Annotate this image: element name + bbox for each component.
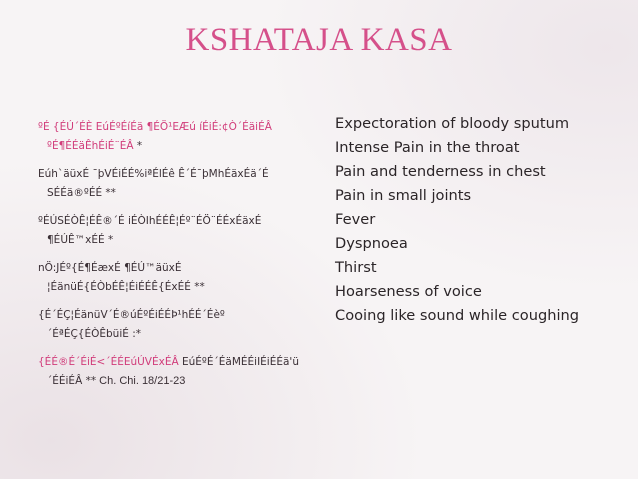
verse-line — [38, 118, 306, 156]
slide-title: KSHATAJA KASA — [185, 22, 453, 58]
verse-tail: EúÉºÉ´ÉäMÉÉiIÉiÉÉä'ü´ÉÉiÉÂ ** — [47, 356, 299, 387]
verse-highlight: ºÉ {ÉÚ´ÉÈ EúÉºÉíÉä ¶ÉÖ¹EÆú íÉiÉ:¢Ò´ÉäiÉÂ ºÉ¶ÉÉäÊhÉiÉ¨ÉÂ — [38, 121, 272, 152]
symptom-item: Fever — [335, 211, 376, 228]
verse-tail: * — [133, 140, 143, 152]
verse-line — [38, 259, 306, 297]
symptom-item: Cooing like sound while coughing — [335, 307, 580, 324]
verse-line — [38, 353, 306, 391]
verse-line — [38, 165, 306, 203]
verse-reference: Ch. Chi. 18/21-23 — [96, 375, 186, 387]
symptom-item: Pain in small joints — [335, 187, 472, 204]
verse-line — [38, 212, 306, 250]
verse-text: nÖ:JÉº{É¶ÉæxÉ ¶ÉÚ™äüxÉ ¦ÉänüÉ{ÉÒbÉÊ¦ÉiÉÉÊ{ÉxÉÉ ** — [38, 262, 205, 293]
symptom-item: Pain and tenderness in chest — [335, 163, 546, 180]
verse-line — [38, 306, 306, 344]
symptom-item: Intense Pain in the throat — [335, 139, 520, 156]
symptom-item: Dyspnoea — [335, 235, 408, 252]
verse-text: {É´ÉÇ¦ÉänüV´É®úÉºÉiÉÉÞ¹hÉÉ´Éèº´ÉªÉÇ{ÉÒÊbüiÉ :* — [38, 309, 225, 340]
symptom-item: Hoarseness of voice — [335, 283, 482, 300]
sanskrit-verse-block — [38, 118, 306, 400]
symptom-item: Expectoration of bloody sputum — [335, 115, 570, 132]
verse-text: ºÉÚSÉÒÊ¦ÉÊ®´É iÉÒIhÉÉÊ¦Éº¨ÉÖ¨ÉÉxÉäxÉ ¶ÉÚÊ™xÉÉ * — [38, 215, 262, 246]
verse-highlight: {ÉÉ®É´ÉiÉ<´ÉÉEúÚVÉxÉÂ — [38, 356, 179, 368]
verse-text: Eúh`äüxÉ ¯þVÉiÉÉ%iªÉlÉê Ê´É¯þMhÉäxÉä´É SÉÉä®ºÉÉ ** — [38, 168, 269, 199]
symptom-list — [335, 114, 595, 330]
symptom-item: Thirst — [335, 259, 377, 276]
